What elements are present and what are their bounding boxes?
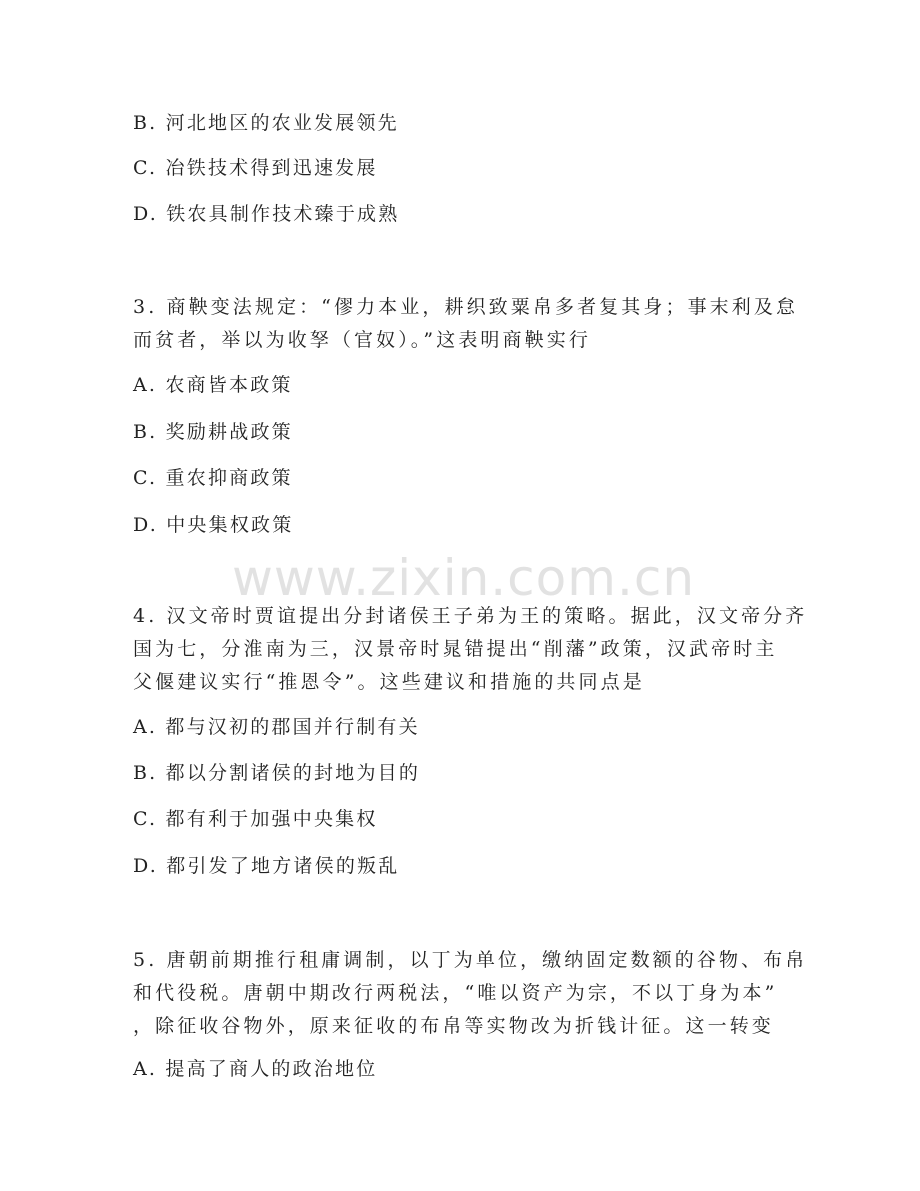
q4-option-a: A. 都与汉初的郡国并行制有关 xyxy=(133,716,420,738)
q5-stem-line-3: ，除征收谷物外，原来征收的布帛等实物改为折钱计征。这一转变 xyxy=(133,1015,774,1037)
q5-stem-line-2: 和代役税。唐朝中期改行两税法，“唯以资产为宗，不以丁身为本” xyxy=(133,982,778,1004)
watermark: www.zixin.com.cn xyxy=(232,549,696,607)
q3-stem-line-1: 3. 商鞅变法规定：“僇力本业，耕织致粟帛多者复其身；事末利及怠 xyxy=(133,296,799,318)
q4-option-c: C. 都有利于加强中央集权 xyxy=(133,808,378,830)
q2-option-c: C. 冶铁技术得到迅速发展 xyxy=(133,157,378,179)
q5-option-a: A. 提高了商人的政治地位 xyxy=(133,1058,378,1080)
q2-option-d: D. 铁农具制作技术臻于成熟 xyxy=(133,203,400,225)
q4-stem-line-3: 父偃建议实行“推恩令”。这些建议和措施的共同点是 xyxy=(133,671,645,693)
q5-stem-line-1: 5. 唐朝前期推行租庸调制，以丁为单位，缴纳固定数额的谷物、布帛 xyxy=(133,949,808,971)
q3-stem-line-2: 而贫者，举以为收孥（官奴）。”这表明商鞅实行 xyxy=(133,329,591,351)
q2-option-b: B. 河北地区的农业发展领先 xyxy=(133,112,399,134)
q3-option-b: B. 奖励耕战政策 xyxy=(133,421,293,443)
q4-option-b: B. 都以分割诸侯的封地为目的 xyxy=(133,762,421,784)
q3-option-d: D. 中央集权政策 xyxy=(133,514,294,536)
q4-stem-line-2: 国为七，分淮南为三，汉景帝时晁错提出“削藩”政策，汉武帝时主 xyxy=(133,638,778,660)
q4-option-d: D. 都引发了地方诸侯的叛乱 xyxy=(133,855,400,877)
q4-stem-line-1: 4. 汉文帝时贾谊提出分封诸侯王子弟为王的策略。据此，汉文帝分齐 xyxy=(133,605,808,627)
q3-option-a: A. 农商皆本政策 xyxy=(133,374,293,396)
q3-option-c: C. 重农抑商政策 xyxy=(133,467,293,489)
